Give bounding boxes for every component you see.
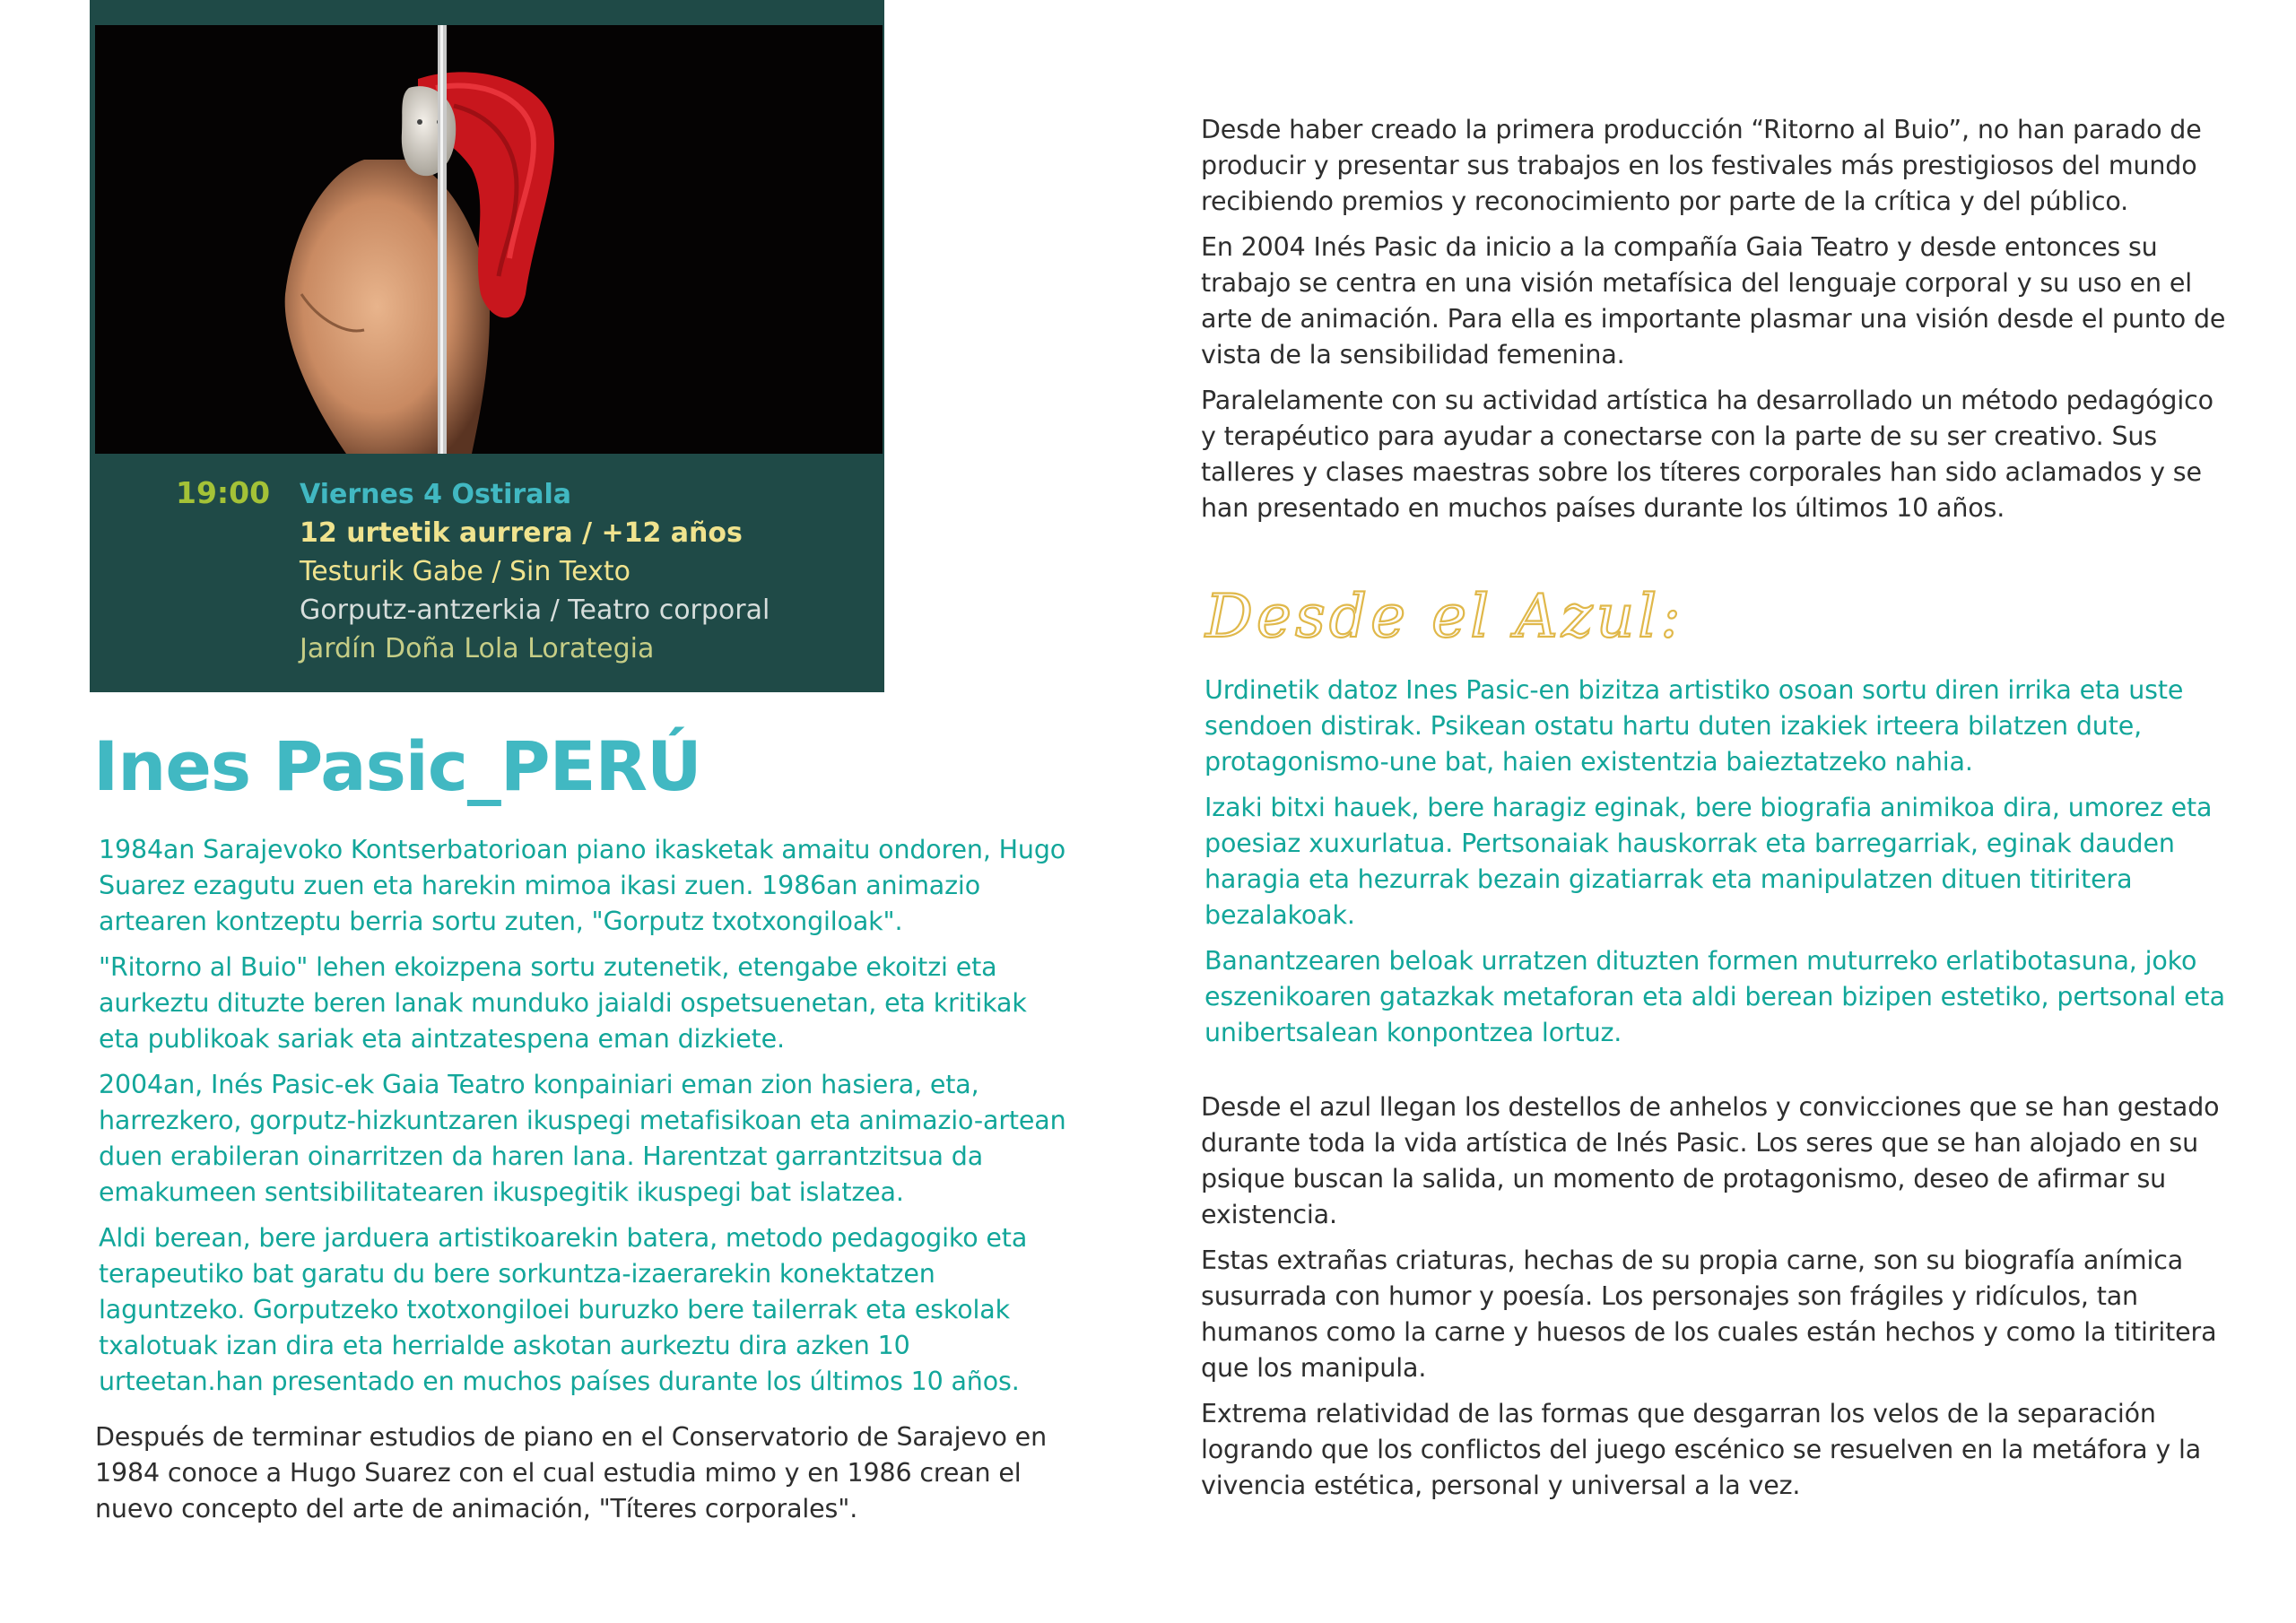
paragraph: Izaki bitxi hauek, bere haragiz eginak, bere biografia animikoa dira, umorez eta poesiaz xuxurlatua. Pertsonaiak hauskorrak eta barregarriak, eginak dauden haragia eta hezurrak bezain gizatiarrak eta manipulatzen dituen titiritera bezalakoak.: [1205, 793, 2213, 930]
event-age: 12 urtetik aurrera / +12 años: [300, 517, 743, 549]
section-heading-text: Desde el Azul:: [1205, 582, 1684, 651]
paragraph: Después de terminar estudios de piano en el Conservatorio de Sarajevo en 1984 conoce a Hugo Suarez con el cual estudia mimo y en 1986 crean el nuevo concepto del arte de animación, "Títeres corporales".: [95, 1422, 1047, 1523]
paragraph: "Ritorno al Buio" lehen ekoizpena sortu zutenetik, etengabe ekoitzi eta aurkeztu dituzte beren lanak munduko jaialdi ospetsuenetan, eta kritikak eta publikoak sariak eta aintzatespena eman dizkiete.: [99, 952, 1027, 1054]
event-genre: Gorputz-antzerkia / Teatro corporal: [300, 595, 770, 626]
paragraph: Aldi berean, bere jarduera artistikoarekin batera, metodo pedagogiko eta terapeutiko bat garatu du bere sorkuntza-izaerarekin konektatzen laguntzeko. Gorputzeko txotxongiloei buruzko bere tailerrak eta eskolak txalotuak izan dira eta herrialde askotan aurkeztu dira azken 10 urteetan.han presentado en muchos países durante los últimos 10 años.: [99, 1223, 1028, 1396]
show-spanish: [1201, 1089, 2232, 1514]
paragraph: Paralelamente con su actividad artística ha desarrollado un método pedagógico y terapéutico para ayudar a conectarse con la parte de su ser creativo. Sus talleres y clases maestras sobre los títeres corporales han sido aclamados y se han presentado en muchos países durante los últimos 10 años.: [1201, 386, 2213, 523]
paragraph: Urdinetik datoz Ines Pasic-en bizitza artistiko osoan sortu diren irrika eta uste sendoen distirak. Psikean ostatu hartu duten izakiek irteera bilatzen dute, protagonismo-une bat, haien existentzia baieztatzeko nahia.: [1205, 675, 2184, 777]
bio-spanish-cont: [1201, 112, 2232, 536]
show-basque: [1205, 673, 2236, 1061]
paragraph: Desde el azul llegan los destellos de anhelos y convicciones que se han gestado durante toda la vida artística de Inés Pasic. Los seres que se han alojado en su psique buscan la salida, un momento de protagonismo, deseo de afirmar su existencia.: [1201, 1092, 2220, 1229]
paragraph: En 2004 Inés Pasic da inicio a la compañía Gaia Teatro y desde entonces su trabajo se centra en una visión metafísica del lenguaje corporal y su uso en el arte de animación. Para ella es importante plasmar una visión desde el punto de vista de la sensibilidad femenina.: [1201, 232, 2226, 369]
paragraph: Estas extrañas criaturas, hechas de su propia carne, son su biografía anímica susurrada con humor y poesía. Los personajes son frágiles y ridículos, tan humanos como la carne y huesos de los cuales están hechos y como la titiritera que los manipula.: [1201, 1245, 2217, 1383]
paragraph: 1984an Sarajevoko Kontserbatorioan piano ikasketak amaitu ondoren, Hugo Suarez ezagutu zuen eta harekin mimoa ikasi zuen. 1986an animazio artearen kontzeptu berria sortu zuten, "Gorputz txotxongiloak".: [99, 835, 1066, 936]
event-venue: Jardín Doña Lola Lorategia: [300, 633, 655, 664]
event-photo: [95, 25, 883, 454]
bio-basque: [99, 832, 1067, 1410]
paragraph: Banantzearen beloak urratzen dituzten formen muturreko erlatibotasuna, joko eszenikoaren gatazkak metaforan eta aldi berean bizipen estetiko, pertsonal eta unibertsalean konpontzea lortuz.: [1205, 946, 2225, 1047]
page-title: Ines Pasic_PERÚ: [93, 726, 701, 806]
bio-spanish-start: [95, 1419, 1064, 1537]
event-day: Viernes 4 Ostirala: [300, 479, 571, 510]
paragraph: Extrema relatividad de las formas que desgarran los velos de la separación logrando que los conflictos del juego escénico se resuelven en la metáfora y la vivencia estética, personal y universal a la vez.: [1201, 1399, 2202, 1500]
event-language: Testurik Gabe / Sin Texto: [300, 556, 631, 587]
paragraph: 2004an, Inés Pasic-ek Gaia Teatro konpainiari eman zion hasiera, eta, harrezkero, gorputz-hizkuntzaren ikuspegi metafisikoan eta animazio-artean duen erabileran oinarritzen da haren lana. Harentzat garrantzitsua da emakumeen sentsibilitatearen ikuspegitik ikuspegi bat islatzea.: [99, 1070, 1066, 1207]
section-heading: [1200, 565, 1738, 673]
event-time: 19:00: [176, 475, 271, 510]
paragraph: Desde haber creado la primera producción “Ritorno al Buio”, no han parado de producir y presentar sus trabajos en los festivales más prestigiosos del mundo recibiendo premios y reconocimiento por parte de la crítica y del público.: [1201, 115, 2202, 216]
